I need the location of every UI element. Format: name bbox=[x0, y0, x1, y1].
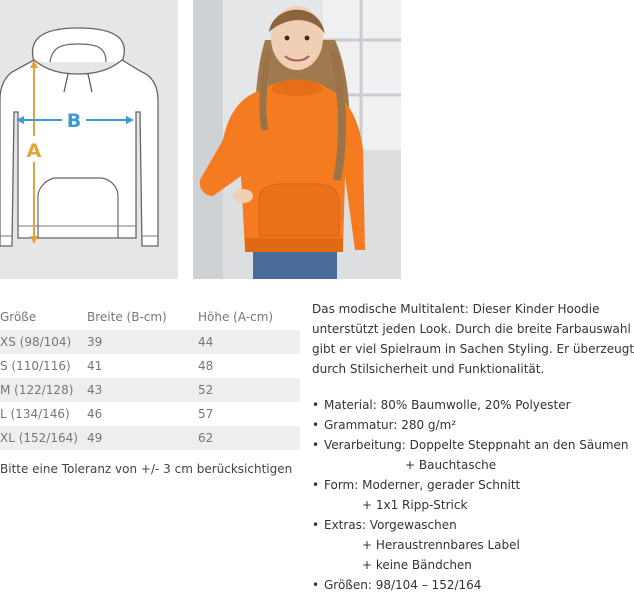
header-width: Breite (B-cm) bbox=[87, 310, 167, 324]
spec-list bbox=[312, 395, 629, 595]
size-cell: M (122/128) bbox=[0, 383, 74, 397]
spec-extras-sub-1: + Heraustrennbares Label bbox=[362, 538, 520, 552]
height-cell: 57 bbox=[198, 407, 214, 421]
spec-text: Grammatur: 280 g/m² bbox=[324, 418, 457, 432]
width-cell: 46 bbox=[87, 407, 103, 421]
size-cell: L (134/146) bbox=[0, 407, 70, 421]
table-row bbox=[0, 426, 300, 450]
child-hoodie-photo-icon bbox=[193, 0, 401, 279]
product-description bbox=[312, 299, 634, 379]
description-line: durch Stilsicherheit und Funktionalität. bbox=[312, 362, 545, 376]
hoodie-size-diagram bbox=[0, 0, 178, 279]
bullet-icon: • bbox=[312, 438, 320, 452]
size-cell: S (110/116) bbox=[0, 359, 71, 373]
hoodie-outline-icon bbox=[0, 0, 178, 279]
description-line: gibt er viel Spielraum in Sachen Styling. Er überzeugt bbox=[312, 342, 634, 356]
tolerance-note: Bitte eine Toleranz von +/- 3 cm berücksichtigen bbox=[0, 462, 293, 476]
spec-text: Verarbeitung: Doppelte Steppnaht an den Säumen bbox=[324, 438, 629, 452]
bullet-icon: • bbox=[312, 578, 320, 592]
table-row bbox=[0, 378, 300, 402]
product-photo bbox=[193, 0, 401, 279]
spec-text: Größen: 98/104 – 152/164 bbox=[324, 578, 482, 592]
spec-text: Material: 80% Baumwolle, 20% Polyester bbox=[324, 398, 571, 412]
spec-extras bbox=[312, 515, 600, 535]
table-row bbox=[0, 354, 300, 378]
description-line: Das modische Multitalent: Dieser Kinder Hoodie bbox=[312, 302, 600, 316]
label-b: B bbox=[66, 110, 82, 132]
spec-text: Extras: Vorgewaschen bbox=[324, 518, 457, 532]
spec-material bbox=[312, 395, 600, 415]
table-row bbox=[0, 330, 300, 354]
height-cell: 48 bbox=[198, 359, 214, 373]
spec-verarbeitung-sub: + Bauchtasche bbox=[405, 458, 497, 472]
header-size: Größe bbox=[0, 310, 37, 324]
height-cell: 62 bbox=[198, 431, 214, 445]
header-height: Höhe (A-cm) bbox=[198, 310, 274, 324]
spec-form bbox=[312, 475, 600, 495]
height-cell: 52 bbox=[198, 383, 214, 397]
width-cell: 43 bbox=[87, 383, 103, 397]
spec-verarbeitung bbox=[312, 435, 629, 455]
spec-groessen bbox=[312, 575, 600, 595]
bullet-icon: • bbox=[312, 418, 320, 432]
label-a: A bbox=[26, 140, 42, 162]
spec-form-sub: + 1x1 Ripp-Strick bbox=[362, 498, 468, 512]
bullet-icon: • bbox=[312, 478, 320, 492]
width-cell: 49 bbox=[87, 431, 103, 445]
width-cell: 39 bbox=[87, 335, 103, 349]
height-cell: 44 bbox=[198, 335, 214, 349]
bullet-icon: • bbox=[312, 398, 320, 412]
size-cell: XL (152/164) bbox=[0, 431, 78, 445]
size-cell: XS (98/104) bbox=[0, 335, 72, 349]
description-line: unterstützt jeden Look. Durch die breite Farbauswahl bbox=[312, 322, 631, 336]
spec-text: Form: Moderner, gerader Schnitt bbox=[324, 478, 521, 492]
table-row bbox=[0, 402, 300, 426]
size-table bbox=[0, 304, 300, 450]
table-header bbox=[0, 304, 300, 330]
spec-extras-sub-2: + keine Bändchen bbox=[362, 558, 472, 572]
spec-grammatur bbox=[312, 415, 600, 435]
bullet-icon: • bbox=[312, 518, 320, 532]
width-cell: 41 bbox=[87, 359, 103, 373]
